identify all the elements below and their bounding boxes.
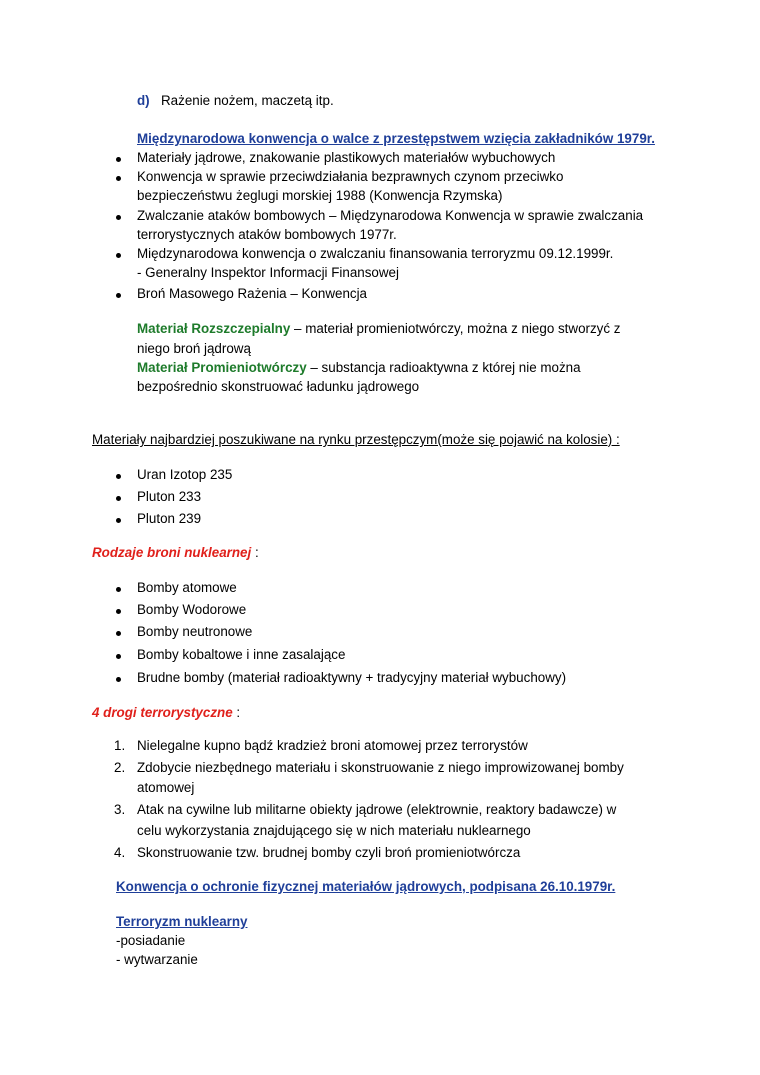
bullet-icon	[116, 587, 121, 592]
list-item-continued: bezpieczeństwu żeglugi morskiej 1988 (Konwencja Rzymska)	[137, 188, 503, 203]
list-item: Bomby atomowe	[137, 580, 237, 595]
list-item: Konwencja w sprawie przeciwdziałania bezprawnych czynom przeciwko	[137, 169, 564, 184]
bullet-icon	[116, 253, 121, 258]
list-item: - wytwarzanie	[116, 952, 198, 967]
bullet-icon	[116, 496, 121, 501]
definition-fissile	[137, 320, 620, 338]
heading-text: Rodzaje broni nuklearnej	[92, 545, 252, 560]
list-item: Materiały jądrowe, znakowanie plastikowych materiałów wybuchowych	[137, 150, 556, 165]
heading-suffix: :	[232, 705, 241, 720]
bullet-icon	[116, 677, 121, 682]
bullet-icon	[116, 215, 121, 220]
bullet-icon	[116, 631, 121, 636]
bullet-icon	[116, 157, 121, 162]
heading-text: 4 drogi terrorystyczne	[92, 705, 233, 720]
list-number: 1.	[114, 738, 126, 753]
list-number: 3.	[114, 802, 126, 817]
list-item: Brudne bomby (materiał radioaktywny + tradycyjny materiał wybuchowy)	[137, 670, 567, 685]
definition-radioactive	[137, 359, 581, 377]
list-item: Bomby Wodorowe	[137, 602, 247, 617]
list-item: Bomby kobaltowe i inne zasalające	[137, 647, 346, 662]
list-number: 2.	[114, 760, 126, 775]
list-item: Skonstruowanie tzw. brudnej bomby czyli broń promieniotwórcza	[137, 845, 521, 860]
term-radioactive: Materiał Promieniotwórczy	[137, 360, 307, 375]
heading-suffix: :	[251, 545, 259, 560]
list-item: Uran Izotop 235	[137, 467, 233, 482]
heading-nuclear-terrorism: Terroryzm nuklearny	[116, 914, 248, 929]
list-number: 4.	[114, 845, 126, 860]
list-item: Atak na cywilne lub militarne obiekty jądrowe (elektrownie, reaktory badawcze) w	[137, 802, 617, 817]
term-fissile: Materiał Rozszczepialny	[137, 321, 291, 336]
list-item: Pluton 233	[137, 489, 202, 504]
definition-text: niego broń jądrową	[137, 341, 251, 356]
list-item: Broń Masowego Rażenia – Konwencja	[137, 286, 368, 301]
item-d-marker: d)	[137, 93, 150, 108]
list-item: Zwalczanie ataków bombowych – Międzynarodowa Konwencja w sprawie zwalczania	[137, 208, 644, 223]
list-item: Nielegalne kupno bądź kradzież broni atomowej przez terrorystów	[137, 738, 528, 753]
heading-nuclear-weapon-types	[92, 544, 259, 562]
bullet-icon	[116, 609, 121, 614]
list-item-continued: atomowej	[137, 780, 195, 795]
bullet-icon	[116, 293, 121, 298]
list-item: Pluton 239	[137, 511, 202, 526]
list-item: -posiadanie	[116, 933, 186, 948]
list-item-continued: - Generalny Inspektor Informacji Finansowej	[137, 265, 399, 280]
bullet-icon	[116, 176, 121, 181]
item-d-text: Rażenie nożem, maczetą itp.	[161, 93, 334, 108]
definition-text: bezpośrednio skonstruować ładunku jądrowego	[137, 379, 420, 394]
list-item: Zdobycie niezbędnego materiału i skonstruowanie z niego improwizowanej bomby	[137, 760, 624, 775]
list-item: Międzynarodowa konwencja o zwalczaniu finansowania terroryzmu 09.12.1999r.	[137, 246, 614, 261]
heading-physical-protection-convention: Konwencja o ochronie fizycznej materiałów jądrowych, podpisana 26.10.1979r.	[116, 879, 616, 894]
list-item: Bomby neutronowe	[137, 624, 253, 639]
bullet-icon	[116, 474, 121, 479]
heading-wanted-materials: Materiały najbardziej poszukiwane na rynku przestępczym(może się pojawić na kolosie) :	[92, 432, 620, 447]
definition-text: – materiał promieniotwórczy, można z niego stworzyć z	[290, 321, 621, 336]
list-item-continued: celu wykorzystania znajdującego się w nich materiału nuklearnego	[137, 823, 531, 838]
bullet-icon	[116, 654, 121, 659]
heading-terror-paths	[92, 704, 240, 722]
heading-hostage-convention: Międzynarodowa konwencja o walce z przestępstwem wzięcia zakładników 1979r.	[137, 131, 655, 146]
bullet-icon	[116, 518, 121, 523]
list-item-continued: terrorystycznych ataków bombowych 1977r.	[137, 227, 397, 242]
definition-text: – substancja radioaktywna z której nie można	[306, 360, 581, 375]
